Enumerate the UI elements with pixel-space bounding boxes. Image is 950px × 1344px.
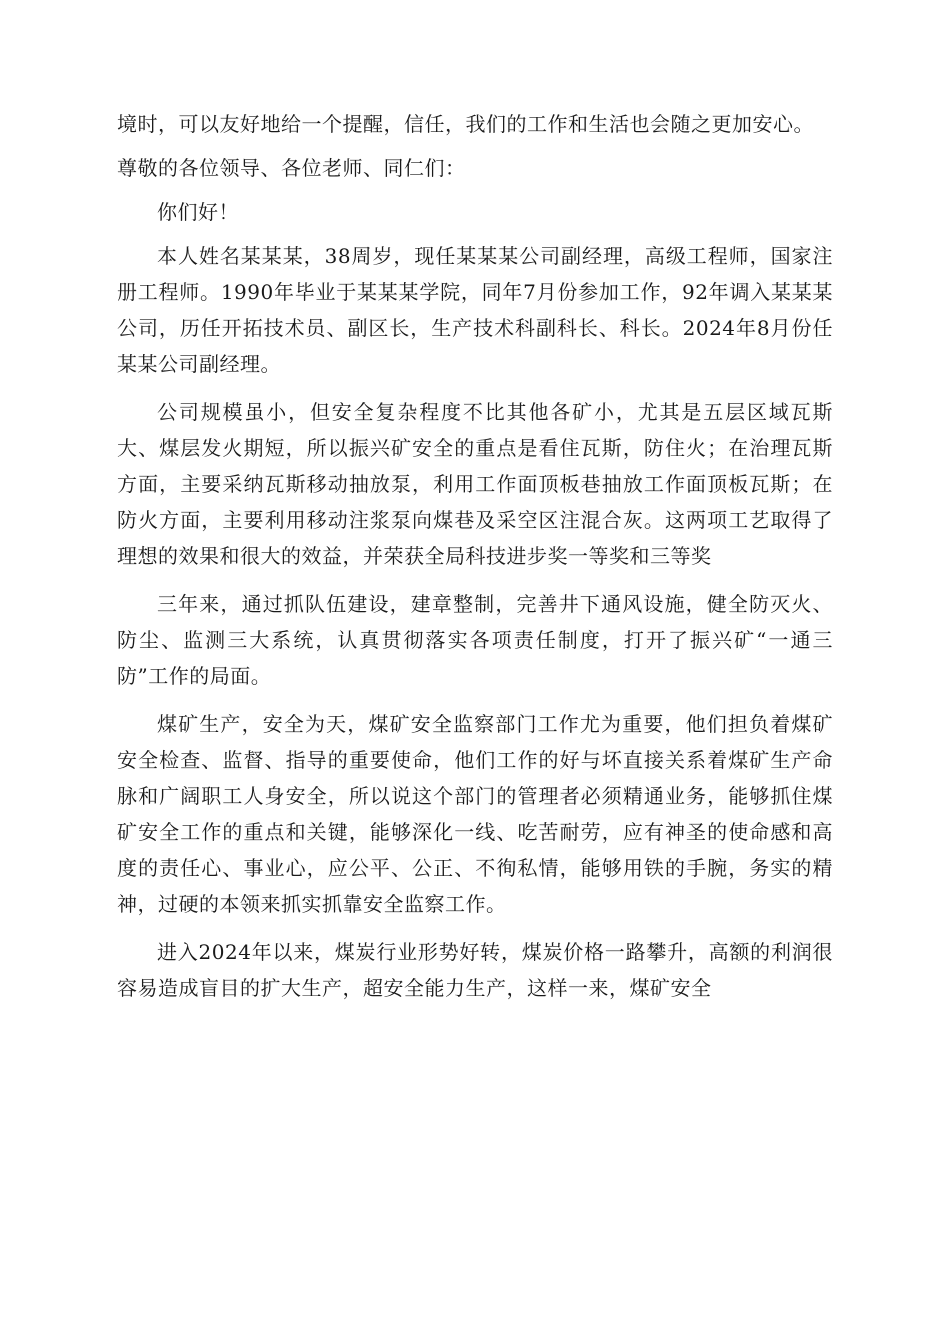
paragraph-three-years: 三年来，通过抓队伍建设，建章整制，完善井下通风设施，健全防灭火、防尘、监测三大系统，认真贯彻落实各项责任制度，打开了振兴矿“一通三防”工作的局面。	[117, 592, 833, 688]
greeting: 你们好！	[157, 200, 239, 224]
salutation: 尊敬的各位领导、各位老师、同仁们：	[117, 156, 466, 180]
paragraph-safety-supervision: 煤矿生产，安全为天，煤矿安全监察部门工作尤为重要，他们担负着煤矿安全检查、监督、指导的重要使命，他们工作的好与坏直接关系着煤矿生产命脉和广阔职工人身安全，所以说这个部门的管理者必须精通业务，能够抓住煤矿安全工作的重点和关键，能够深化一线、吃苦耐劳，应有神圣的使命感和高度的责任心、事业心，应公平、公正、不徇私情，能够用铁的手腕，务实的精神，过硬的本领来抓实抓靠安全监察工作。	[117, 712, 833, 916]
paragraph-company-safety: 公司规模虽小，但安全复杂程度不比其他各矿小，尤其是五层区域瓦斯大、煤层发火期短，所以振兴矿安全的重点是看住瓦斯，防住火；在治理瓦斯方面，主要采纳瓦斯移动抽放泵，利用工作面顶板巷抽放工作面顶板瓦斯；在防火方面，主要利用移动注浆泵向煤巷及采空区注混合灰。这两项工艺取得了理想的效果和很大的效益，并荣获全局科技进步奖一等奖和三等奖	[117, 400, 833, 568]
paragraph-self-introduction: 本人姓名某某某，38周岁，现任某某某公司副经理，高级工程师，国家注册工程师。1990年毕业于某某某学院，同年7月份参加工作，92年调入某某某公司，历任开拓技术员、副区长，生产技术科副科长、科长。2024年8月份任某某公司副经理。	[117, 244, 833, 376]
document-page	[117, 106, 833, 1006]
paragraph-2024-situation: 进入2024年以来，煤炭行业形势好转，煤炭价格一路攀升，高额的利润很容易造成盲目的扩大生产，超安全能力生产，这样一来，煤矿安全	[117, 940, 833, 1000]
paragraph-continuation: 境时，可以友好地给一个提醒，信任，我们的工作和生活也会随之更加安心。	[117, 112, 814, 136]
